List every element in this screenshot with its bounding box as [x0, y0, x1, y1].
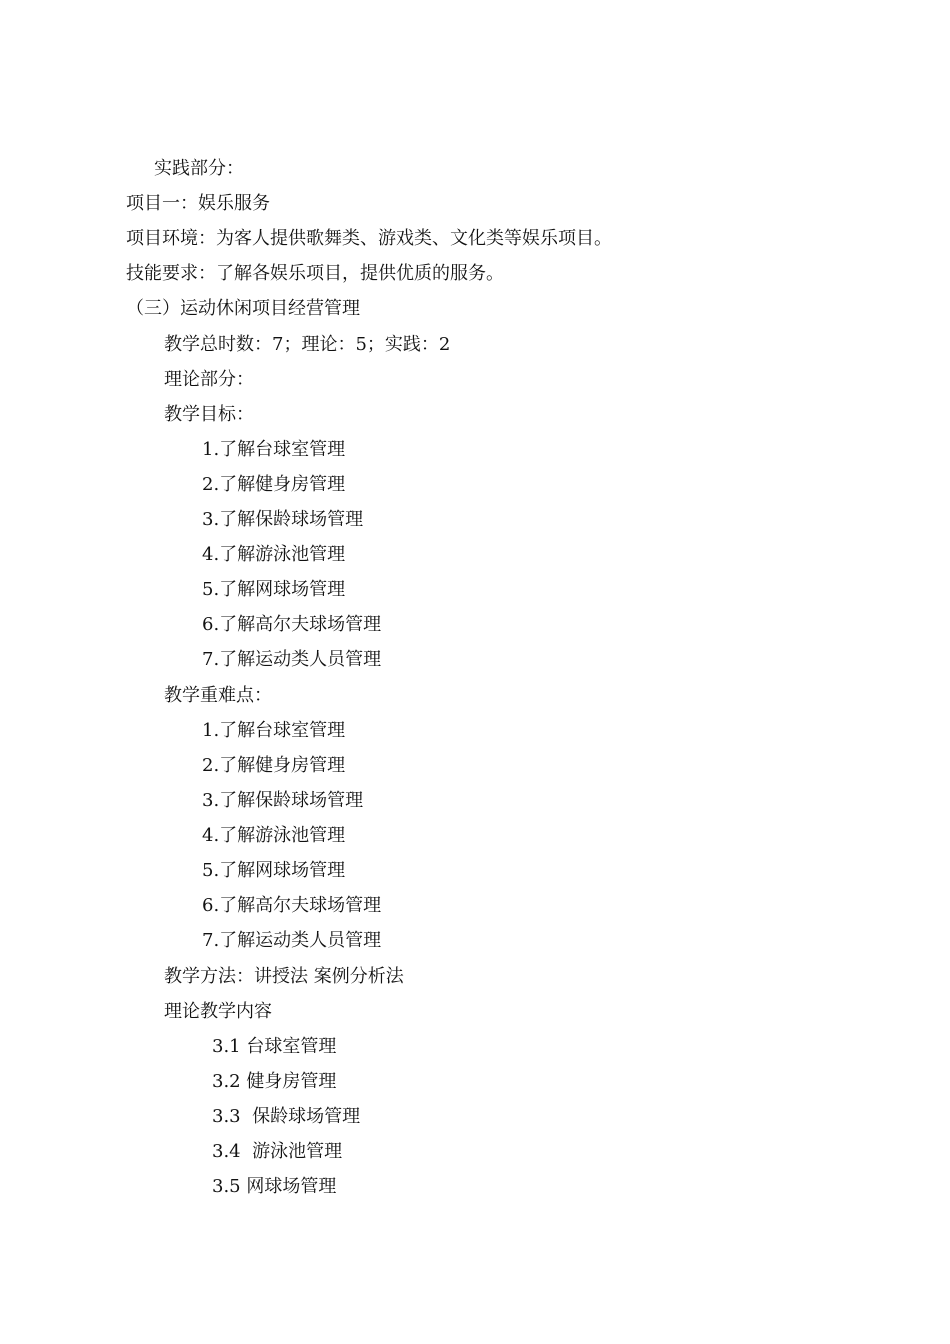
objective-item: 3.了解保龄球场管理: [202, 509, 364, 530]
skill-requirement: 技能要求：了解各娱乐项目，提供优质的服务。: [126, 263, 504, 284]
keypoint-item: 5.了解网球场管理: [202, 860, 346, 881]
objective-item: 6.了解高尔夫球场管理: [202, 614, 382, 635]
content-heading: 理论教学内容: [164, 1001, 272, 1022]
project-environment: 项目环境：为客人提供歌舞类、游戏类、文化类等娱乐项目。: [126, 228, 612, 249]
keypoint-item: 7.了解运动类人员管理: [202, 930, 382, 951]
objective-item: 4.了解游泳池管理: [202, 544, 346, 565]
keypoint-item: 3.了解保龄球场管理: [202, 790, 364, 811]
keypoint-item: 2.了解健身房管理: [202, 755, 346, 776]
teaching-hours: 教学总时数：7；理论：5；实践：2: [164, 334, 451, 355]
objective-item: 2.了解健身房管理: [202, 474, 346, 495]
content-item: 3.2 健身房管理: [212, 1071, 337, 1092]
teaching-methods: 教学方法：讲授法 案例分析法: [164, 966, 404, 987]
section-three-heading: （三）运动休闲项目经营管理: [126, 298, 360, 319]
keypoint-item: 4.了解游泳池管理: [202, 825, 346, 846]
keypoint-item: 1.了解台球室管理: [202, 720, 346, 741]
keypoint-item: 6.了解高尔夫球场管理: [202, 895, 382, 916]
content-item: 3.3 保龄球场管理: [212, 1106, 361, 1127]
content-item: 3.5 网球场管理: [212, 1176, 337, 1197]
content-item: 3.4 游泳池管理: [212, 1141, 343, 1162]
objective-item: 7.了解运动类人员管理: [202, 649, 382, 670]
project-one: 项目一：娱乐服务: [126, 193, 270, 214]
objective-item: 5.了解网球场管理: [202, 579, 346, 600]
content-item: 3.1 台球室管理: [212, 1036, 337, 1057]
objectives-heading: 教学目标：: [164, 404, 254, 425]
theory-heading: 理论部分：: [164, 369, 254, 390]
keypoints-heading: 教学重难点：: [164, 685, 272, 706]
practice-heading: 实践部分：: [154, 158, 244, 179]
objective-item: 1.了解台球室管理: [202, 439, 346, 460]
